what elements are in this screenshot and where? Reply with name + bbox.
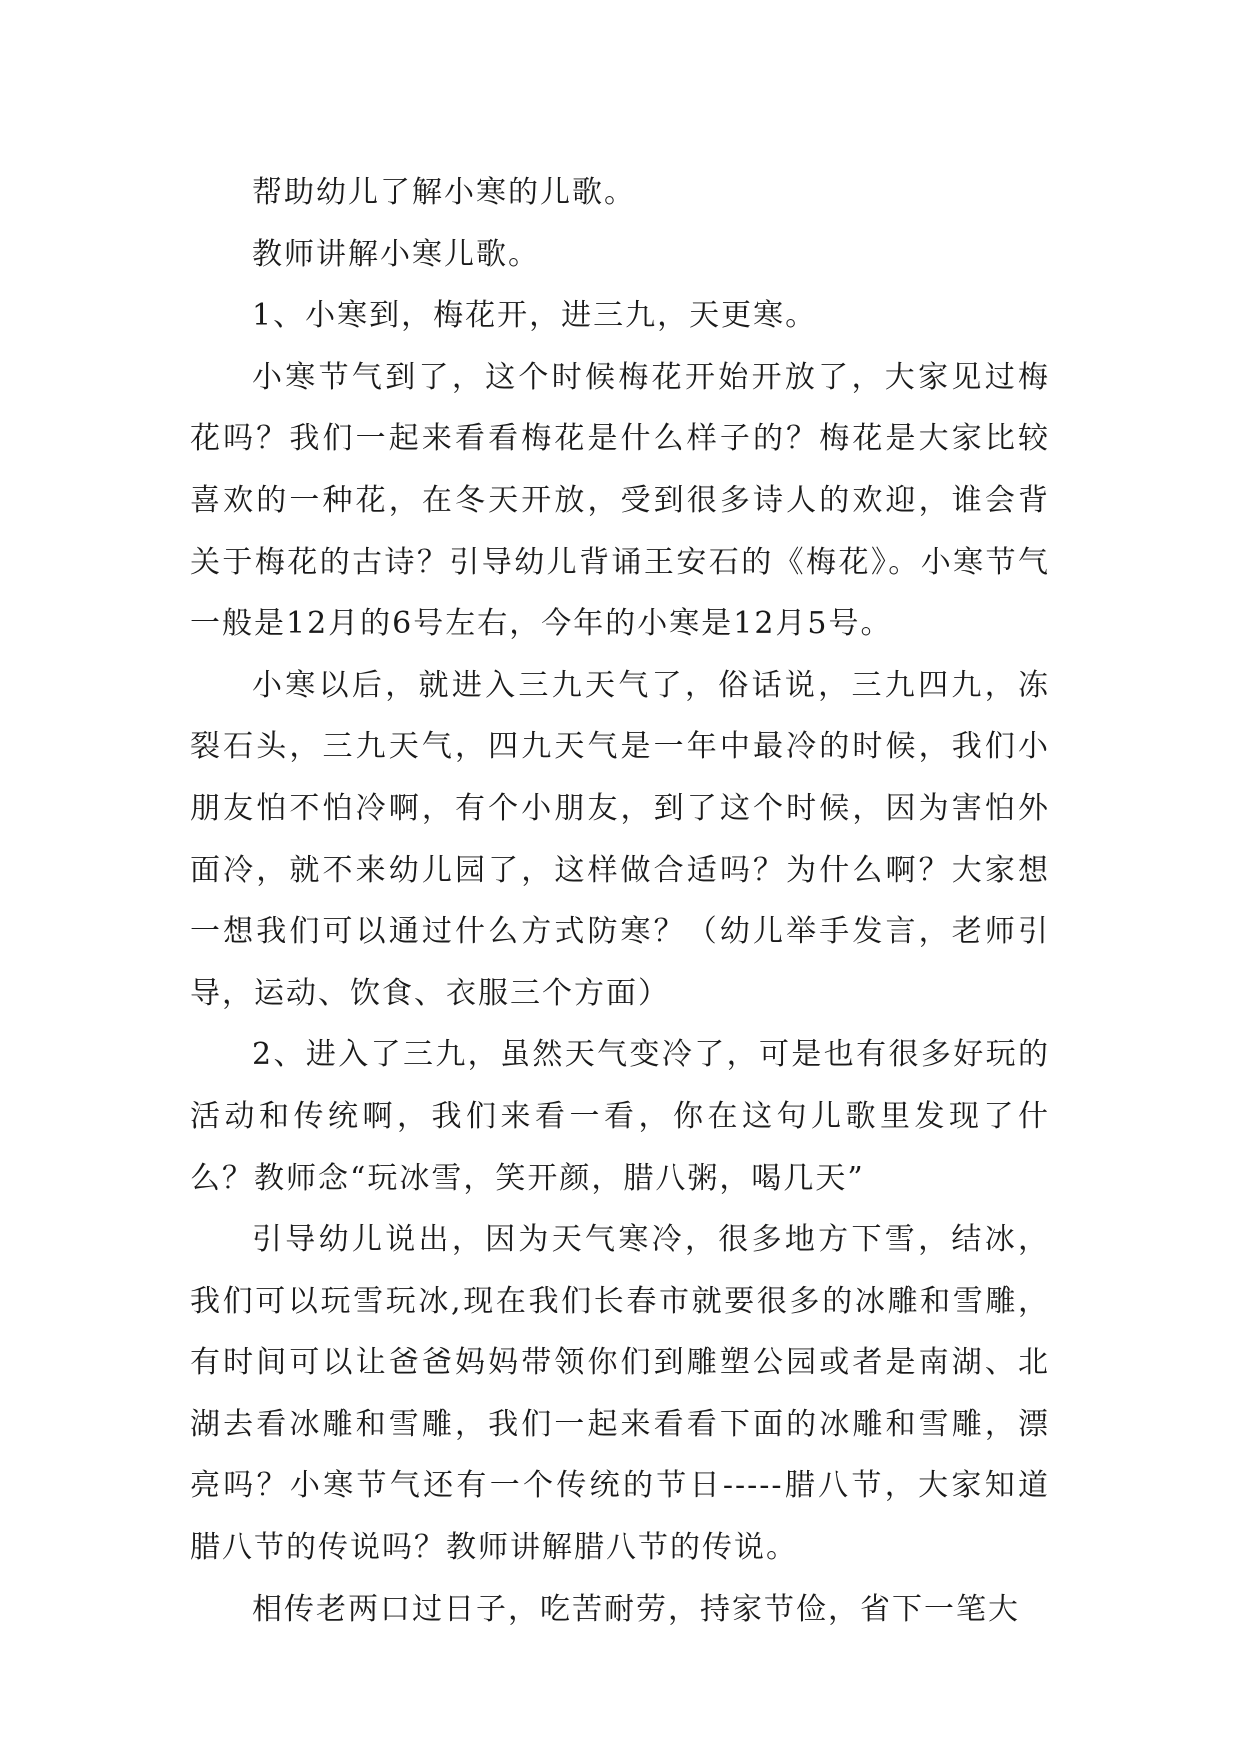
document-body: [190, 162, 1050, 1640]
paragraph-song-line-1: 1、小寒到，梅花开，进三九，天更寒。: [252, 298, 818, 334]
paragraph-laba-legend: 相传老两口过日子，吃苦耐劳，持家节俭，省下一笔大: [252, 1591, 1020, 1627]
paragraph-plum-blossom: 小寒节气到了，这个时候梅花开始开放了，大家见过梅花吗？我们一起来看看梅花是什么样子的？梅花是大家比较喜欢的一种花，在冬天开放，受到很多诗人的欢迎，谁会背关于梅花的古诗？引导幼儿背诵王安石的《梅花》。小寒节气一般是12月的6号左右，今年的小寒是12月5号。: [190, 359, 1050, 642]
paragraph-song-line-2: 2、进入了三九，虽然天气变冷了，可是也有很多好玩的活动和传统啊，我们来看一看，你在这句儿歌里发现了什么？教师念“玩冰雪，笑开颜，腊八粥，喝几天”: [190, 1037, 1050, 1196]
paragraph-song-intro: 帮助幼儿了解小寒的儿歌。: [252, 175, 636, 210]
paragraph-teacher-explains: 教师讲解小寒儿歌。: [252, 236, 540, 272]
paragraph-ice-snow-sculptures: 引导幼儿说出，因为天气寒冷，很多地方下雪，结冰，我们可以玩雪玩冰,现在我们长春市就要很多的冰雕和雪雕，有时间可以让爸爸妈妈带领你们到雕塑公园或者是南湖、北湖去看冰雕和雪雕，我们一起来看看下面的冰雕和雪雕，漂亮吗？小寒节气还有一个传统的节日-----腊八节，大家知道腊八节的传说吗？教师讲解腊八节的传说。: [190, 1222, 1050, 1566]
paragraph-sanjiu-weather: 小寒以后，就进入三九天气了，俗话说，三九四九，冻裂石头，三九天气，四九天气是一年中最冷的时候，我们小朋友怕不怕冷啊，有个小朋友，到了这个时候，因为害怕外面冷，就不来幼儿园了，这样做合适吗？为什么啊？大家想一想我们可以通过什么方式防寒？（幼儿举手发言，老师引导，运动、饮食、衣服三个方面）: [190, 667, 1050, 1011]
